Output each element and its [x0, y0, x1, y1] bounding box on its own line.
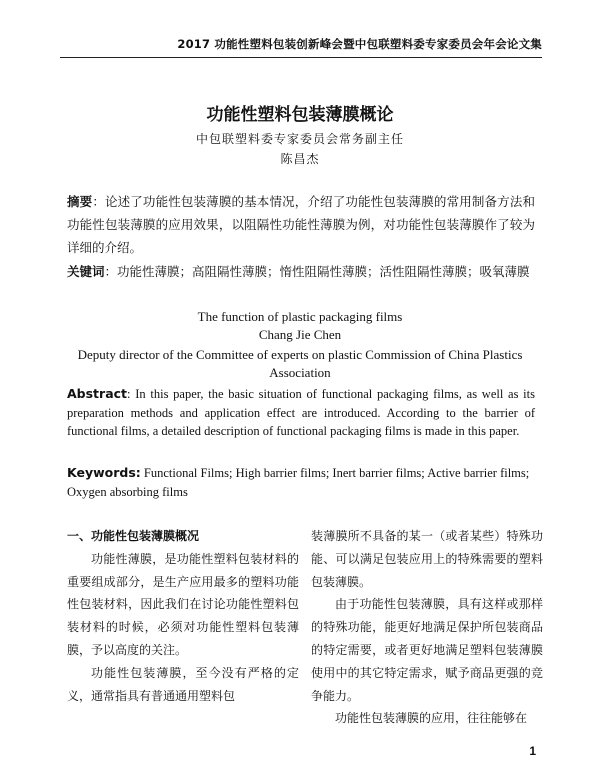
section-heading: 一、功能性包装薄膜概况 — [67, 529, 200, 543]
body-paragraph: 功能性包装薄膜，至今没有严格的定义，通常指具有普通通用塑料包 — [67, 665, 299, 703]
english-keywords-text: Functional Films; High barrier films; Inert barrier films; Active barrier films; Oxygen absorbing films — [67, 466, 530, 499]
english-abstract — [67, 385, 535, 441]
body-paragraph: 功能性薄膜，是功能性塑料包装材料的重要组成部分，是生产应用最多的塑料功能性包装材料，因此我们在讨论功能性塑料包装材料的时候，必须对功能性塑料包装薄膜，予以高度的关注。 — [67, 551, 299, 657]
english-abstract-label: Abstract — [67, 386, 128, 401]
english-keywords-label: Keywords: — [67, 465, 141, 480]
chinese-keywords-text: ：功能性薄膜；高阻隔性薄膜；惰性阻隔性薄膜；活性阻隔性薄膜；吸氧薄膜 — [104, 264, 530, 279]
author-role: 中包联塑料委专家委员会常务副主任 — [195, 132, 404, 146]
page-number: 1 — [529, 744, 536, 758]
chinese-abstract-label: 摘要 — [67, 194, 93, 209]
english-keywords — [67, 464, 535, 501]
chinese-keywords — [67, 260, 535, 283]
chinese-abstract — [67, 190, 535, 259]
english-author: Chang Jie Chen — [258, 327, 342, 342]
body-paragraph: 装薄膜所不具备的某一（或者某些）特殊功能、可以满足包装应用上的特殊需要的塑料包装薄膜。 — [311, 529, 543, 589]
english-title: The function of plastic packaging films — [197, 309, 403, 324]
body-column-left — [67, 525, 299, 707]
chinese-abstract-text: ：论述了功能性包装薄膜的基本情况，介绍了功能性包装薄膜的常用制备方法和功能性包装薄膜的应用效果，以阻隔性功能性薄膜为例，对功能性包装薄膜作了较为详细的介绍。 — [67, 194, 535, 255]
header-rule — [60, 57, 542, 58]
running-header: 2017 功能性塑料包装创新峰会暨中包联塑料委专家委员会年会论文集 — [177, 37, 542, 51]
body-column-right — [311, 525, 543, 730]
body-paragraph: 由于功能性包装薄膜，具有这样或那样的特殊功能，能更好地满足保护所包装商品的特定需要，或者更好地满足塑料包装薄膜使用中的其它特定需求，赋予商品更强的竞争能力。 — [311, 597, 543, 703]
author-name: 陈昌杰 — [280, 152, 320, 166]
chinese-keywords-label: 关键词 — [67, 264, 105, 279]
paper-title: 功能性塑料包装薄膜概论 — [206, 105, 394, 125]
body-paragraph: 功能性包装薄膜的应用，往往能够在 — [335, 711, 528, 726]
english-affiliation: Deputy director of the Committee of experts on plastic Commission of China Plastics Association — [77, 347, 523, 380]
english-abstract-text: : In this paper, the basic situation of functional packaging films, as well as its preparation methods and application effect are introduced. According to the barrier of functional films, a detailed description of functional packaging films is made in this paper. — [67, 387, 535, 438]
